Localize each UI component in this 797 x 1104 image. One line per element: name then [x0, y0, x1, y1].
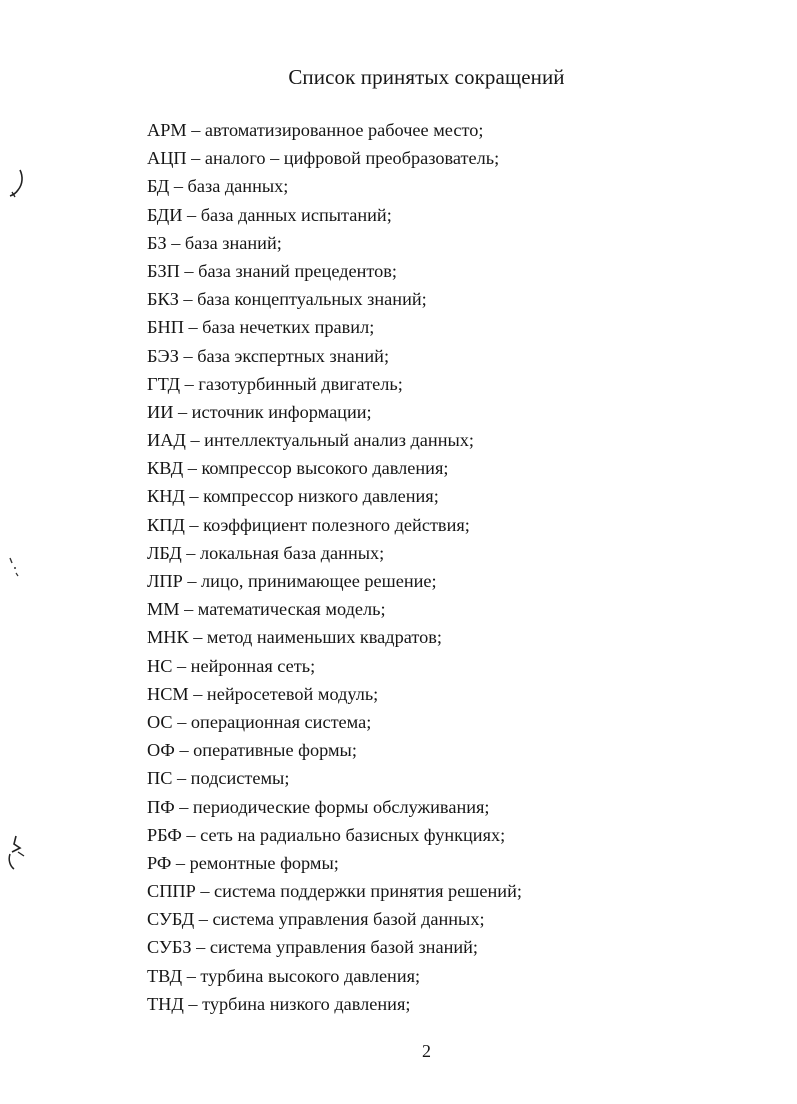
list-item: НС – нейронная сеть; — [147, 655, 316, 676]
list-item: СУБД – система управления базой данных; — [147, 909, 485, 930]
list-item: ТНД – турбина низкого давления; — [147, 993, 411, 1014]
list-item: РФ – ремонтные формы; — [147, 852, 339, 873]
list-item: КНД – компрессор низкого давления; — [147, 486, 439, 507]
list-item: БЗ – база знаний; — [147, 232, 282, 253]
list-item: БКЗ – база концептуальных знаний; — [147, 289, 427, 310]
list-item: НСМ – нейросетевой модуль; — [147, 683, 379, 704]
list-item: ПС – подсистемы; — [147, 768, 290, 789]
list-item: БДИ – база данных испытаний; — [147, 204, 392, 225]
list-item: АЦП – аналого – цифровой преобразователь; — [147, 148, 500, 169]
scan-mark-middle — [6, 556, 20, 578]
list-item: ГТД – газотурбинный двигатель; — [147, 373, 403, 394]
list-item: ИИ – источник информации; — [147, 401, 372, 422]
list-item: СППР – система поддержки принятия решений; — [147, 881, 522, 902]
list-item: БЭЗ – база экспертных знаний; — [147, 345, 390, 366]
scan-mark-top — [6, 168, 28, 200]
list-item: ММ – математическая модель; — [147, 599, 386, 620]
list-item: ТВД – турбина высокого давления; — [147, 965, 421, 986]
list-item: КВД – компрессор высокого давления; — [147, 458, 449, 479]
list-item: ЛПР – лицо, принимающее решение; — [147, 571, 437, 591]
list-item: БНП – база нечетких правил; — [147, 317, 375, 338]
page-title: Список принятых сокращений — [288, 65, 565, 89]
list-item: КПД – коэффициент полезного действия; — [147, 514, 470, 535]
list-item: АРМ – автоматизированное рабочее место; — [147, 120, 484, 140]
list-item: БД – база данных; — [147, 176, 289, 197]
list-item: РБФ – сеть на радиально базисных функциях; — [147, 824, 506, 845]
list-item: МНК – метод наименьших квадратов; — [147, 627, 442, 648]
list-item: БЗП – база знаний прецедентов; — [147, 260, 397, 281]
list-item: ОС – операционная система; — [147, 711, 372, 732]
scan-mark-bottom — [4, 832, 30, 872]
list-item: ЛБД – локальная база данных; — [147, 542, 385, 563]
list-item: ИАД – интеллектуальный анализ данных; — [147, 430, 474, 451]
list-item: ОФ – оперативные формы; — [147, 740, 357, 761]
page-number: 2 — [422, 1041, 431, 1061]
abbreviation-list — [147, 116, 767, 1018]
list-item: ПФ – периодические формы обслуживания; — [147, 796, 490, 817]
list-item: СУБЗ – система управления базой знаний; — [147, 937, 478, 958]
